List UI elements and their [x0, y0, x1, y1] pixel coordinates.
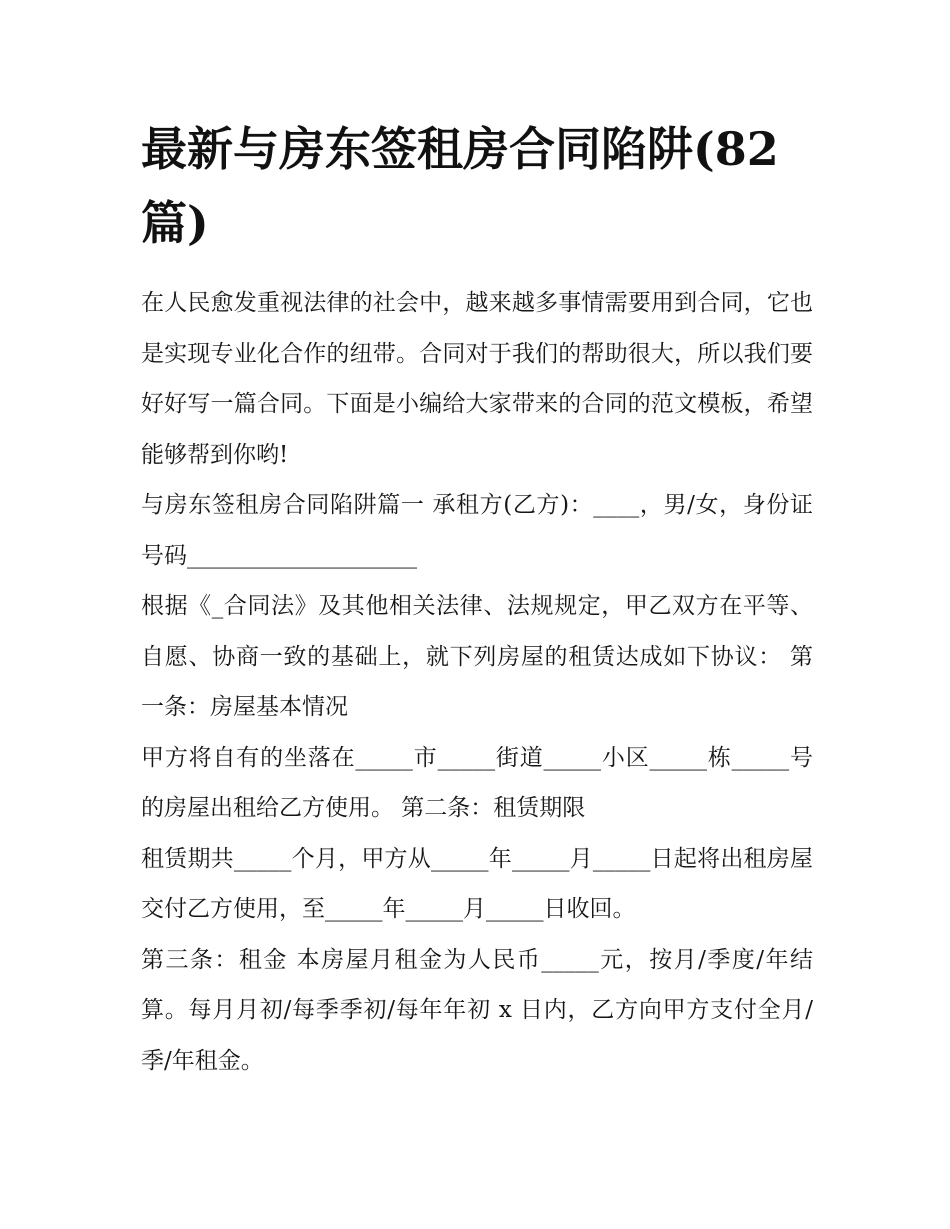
tenant-info-paragraph: 与房东签租房合同陷阱篇一 承租方(乙方)：____，男/女，身份证号码____________________: [141, 492, 813, 569]
legal-basis-paragraph: 根据《_合同法》及其他相关法律、法规规定，甲乙双方在平等、自愿、协商一致的基础上，就下列房屋的租赁达成如下协议： 第一条：房屋基本情况: [141, 593, 813, 720]
rent-paragraph: 第三条：租金 本房屋月租金为人民币_____元，按月/季度/年结算。每月月初/每季季初/每年年初 x 日内，乙方向甲方支付全月/季/年租金。: [141, 946, 813, 1074]
property-location-paragraph: 甲方将自有的坐落在_____市_____街道_____小区_____栋_____号的房屋出租给乙方使用。 第二条：租赁期限: [141, 744, 813, 821]
document-title: 最新与房东签租房合同陷阱(82篇): [141, 122, 779, 250]
document-body: [141, 278, 813, 1086]
lease-term-paragraph: 租赁期共_____个月，甲方从_____年_____月_____日起将出租房屋交付乙方使用，至_____年_____月_____日收回。: [141, 845, 813, 922]
intro-paragraph: 在人民愈发重视法律的社会中，越来越多事情需要用到合同，它也是实现专业化合作的纽带。合同对于我们的帮助很大，所以我们要好好写一篇合同。下面是小编给大家带来的合同的范文模板，希望能够帮到你哟!: [141, 290, 813, 468]
